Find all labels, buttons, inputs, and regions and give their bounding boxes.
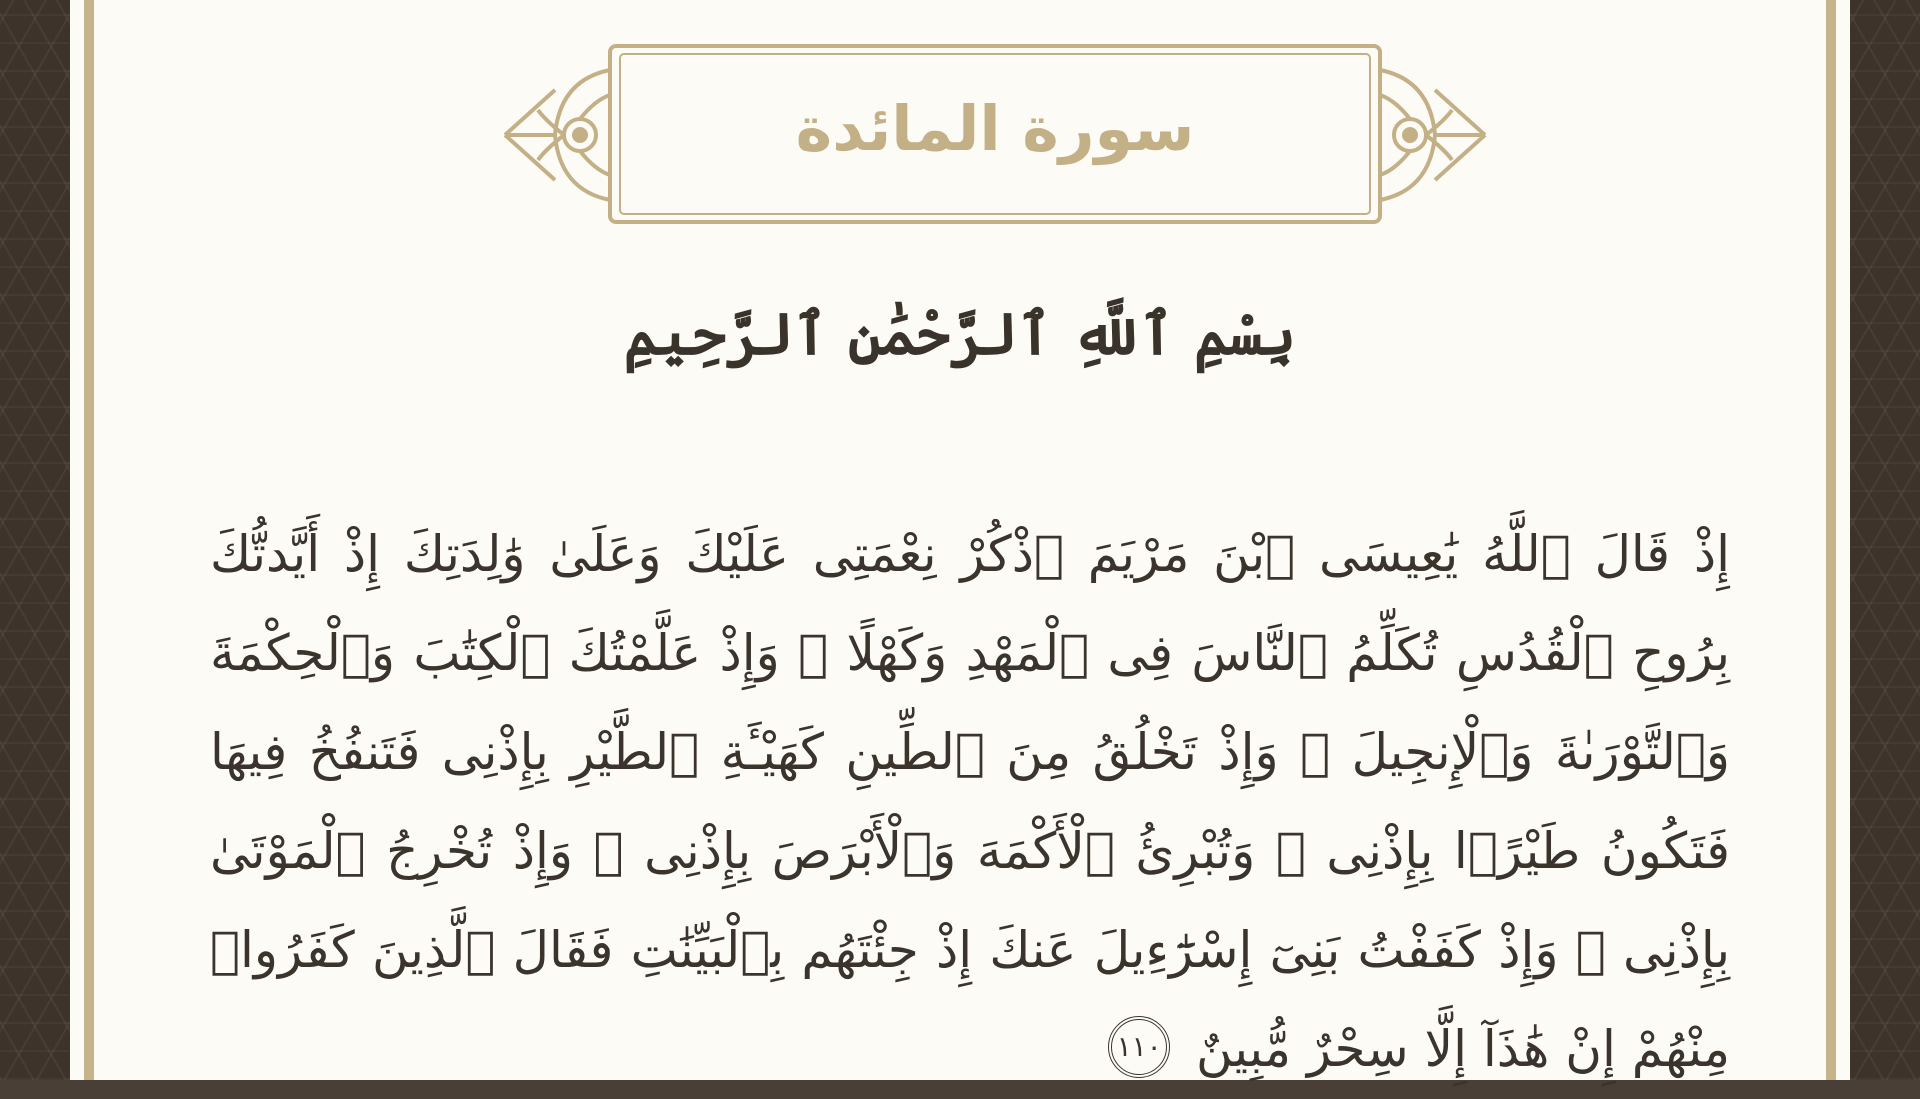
right-gold-rule — [1826, 0, 1836, 1080]
mushaf-page — [70, 0, 1850, 1080]
surah-title: سورة المائدة — [795, 92, 1195, 165]
right-border-pattern — [1850, 0, 1920, 1080]
verse-text-block — [210, 505, 1730, 1099]
verse-text: إِذْ قَالَ ٱللَّهُ يَٰعِيسَى ٱبْنَ مَرْيَمَ ٱذْكُرْ نِعْمَتِى عَلَيْكَ وَعَلَىٰ وَٰلِدَتِكَ إِذْ أَيَّدتُّكَ بِرُوحِ ٱلْقُدُسِ تُكَلِّمُ ٱلنَّاسَ فِى ٱلْمَهْدِ وَكَهْلًا ۖ وَإِذْ عَلَّمْتُكَ ٱلْكِتَٰبَ وَٱلْحِكْمَةَ وَٱلتَّوْرَىٰةَ وَٱلْإِنجِيلَ ۖ وَإِذْ تَخْلُقُ مِنَ ٱلطِّينِ كَهَيْـَٔةِ ٱلطَّيْرِ بِإِذْنِى فَتَنفُخُ فِيهَا فَتَكُونُ طَيْرًۢا بِإِذْنِى ۖ وَتُبْرِئُ ٱلْأَكْمَهَ وَٱلْأَبْرَصَ بِإِذْنِى ۖ وَإِذْ تُخْرِجُ ٱلْمَوْتَىٰ بِإِذْنِى ۖ وَإِذْ كَفَفْتُ بَنِىٓ إِسْرَٰٓءِيلَ عَنكَ إِذْ جِئْتَهُم بِٱلْبَيِّنَٰتِ فَقَالَ ٱلَّذِينَ كَفَرُوا۟ مِنْهُمْ إِنْ هَٰذَآ إِلَّا سِحْرٌ مُّبِينٌ — [210, 525, 1730, 1078]
surah-title-frame — [500, 40, 1490, 230]
left-border-pattern — [0, 0, 70, 1080]
basmala: بِسْمِ ٱللَّهِ ٱلرَّحْمَٰنِ ٱلرَّحِيمِ — [623, 300, 1297, 368]
left-gold-rule — [84, 0, 94, 1080]
ayah-number-marker: ١١٠ — [1108, 1016, 1170, 1078]
